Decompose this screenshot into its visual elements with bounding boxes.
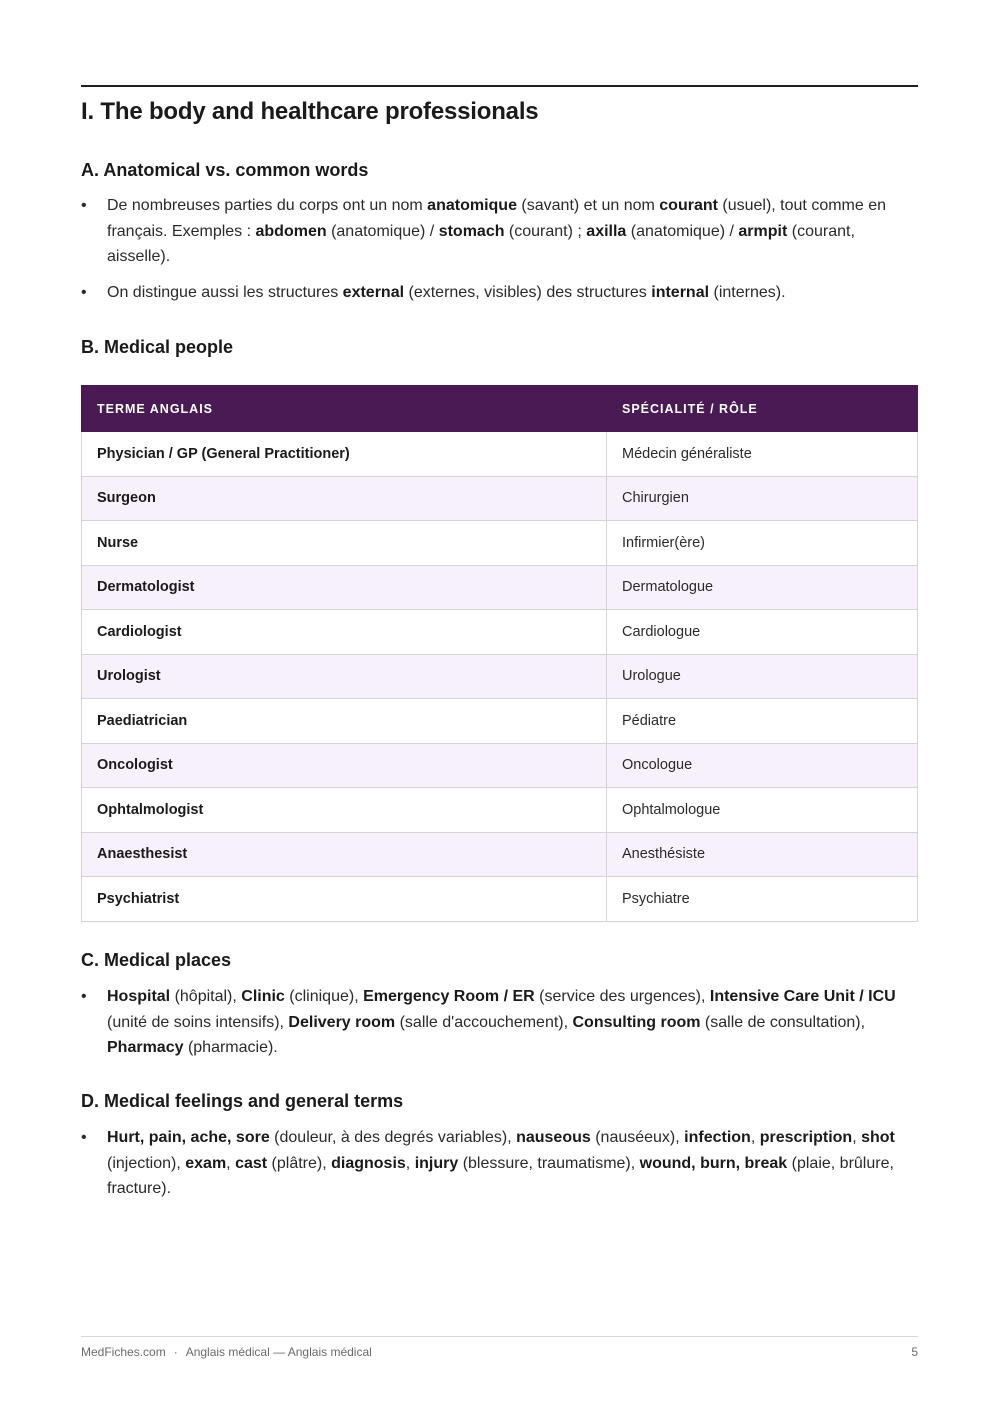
role-cell: Chirurgien (607, 476, 918, 521)
term: injury (414, 1154, 459, 1172)
term-cell: Ophtalmologist (82, 788, 607, 833)
term-cell: Cardiologist (82, 610, 607, 655)
table-row (82, 877, 918, 922)
text: (savant) et un nom (516, 197, 660, 214)
text: (nauséeux), (590, 1129, 685, 1146)
list-item (81, 280, 918, 306)
term-cell: Dermatologist (82, 565, 607, 610)
text: (usuel), tout comme en français. Exemples : (107, 197, 887, 240)
text: (injection), (107, 1154, 186, 1172)
text: (plâtre), (267, 1154, 332, 1172)
column-header-term: TERME ANGLAIS (82, 386, 607, 432)
text: (anatomique) / (326, 222, 439, 240)
table-row (82, 565, 918, 610)
bullet-icon: • (81, 1129, 87, 1146)
term: nauseous (516, 1129, 591, 1146)
footer-divider (81, 1336, 918, 1337)
table-row (82, 699, 918, 744)
role-cell: Psychiatre (607, 877, 918, 922)
term-cell: Paediatrician (82, 699, 607, 744)
table-row (82, 654, 918, 699)
term: Emergency Room / ER (363, 988, 535, 1005)
role-cell: Dermatologue (607, 565, 918, 610)
text: (hôpital), (170, 988, 242, 1005)
role-cell: Médecin généraliste (607, 432, 918, 477)
text: (service des urgences), (534, 988, 710, 1005)
term: armpit (738, 222, 788, 240)
term: external (342, 283, 405, 301)
term-cell: Surgeon (82, 476, 607, 521)
term-cell: Oncologist (82, 743, 607, 788)
term: cast (235, 1154, 268, 1172)
text: (clinique), (284, 988, 364, 1005)
medical-people-table (81, 385, 918, 922)
table-row (82, 788, 918, 833)
subsection-d-list (81, 1125, 918, 1212)
table-row (82, 476, 918, 521)
footer-site[interactable]: MedFiches.com (81, 1345, 166, 1359)
table-row (82, 432, 918, 477)
text: (plaie, brûlure, fracture). (107, 1154, 894, 1197)
term: Hurt, pain, ache, sore (107, 1129, 270, 1146)
role-cell: Pédiatre (607, 699, 918, 744)
term-cell: Urologist (82, 654, 607, 699)
term-cell: Physician / GP (General Practitioner) (82, 432, 607, 477)
role-cell: Anesthésiste (607, 832, 918, 877)
term-cell: Nurse (82, 521, 607, 566)
table-row (82, 743, 918, 788)
list-item (81, 193, 918, 270)
table-header-row (82, 386, 918, 432)
text: (pharmacie). (183, 1039, 278, 1056)
column-header-role: SPÉCIALITÉ / RÔLE (607, 386, 918, 432)
role-cell: Oncologue (607, 743, 918, 788)
term: abdomen (255, 222, 327, 240)
role-cell: Cardiologue (607, 610, 918, 655)
text: , (405, 1154, 415, 1172)
page-footer (81, 1345, 918, 1359)
text: (courant) ; (504, 222, 587, 240)
role-cell: Urologue (607, 654, 918, 699)
term: Pharmacy (107, 1039, 184, 1056)
term: axilla (586, 222, 627, 240)
text: (salle d'accouchement), (395, 1013, 573, 1031)
term: internal (651, 283, 710, 301)
role-cell: Infirmier(ère) (607, 521, 918, 566)
subsection-d-title: D. Medical feelings and general terms (81, 1091, 404, 1111)
term: diagnosis (331, 1154, 406, 1172)
term: Consulting room (572, 1013, 701, 1031)
term: infection (684, 1129, 751, 1146)
subsection-a-title: A. Anatomical vs. common words (81, 160, 369, 180)
term: shot (861, 1129, 895, 1146)
term: anatomique (427, 197, 517, 214)
text: (douleur, à des degrés variables), (269, 1129, 517, 1146)
text: (courant, aisselle). (107, 222, 855, 265)
bullet-icon: • (81, 988, 87, 1005)
text: On distingue aussi les structures (107, 283, 343, 301)
section-title: I. The body and healthcare professionals (81, 98, 539, 125)
term-cell: Anaesthesist (82, 832, 607, 877)
text: (internes). (709, 283, 786, 301)
role-cell: Ophtalmologue (607, 788, 918, 833)
term: Delivery room (288, 1013, 396, 1031)
text: (blessure, traumatisme), (458, 1154, 640, 1172)
text: De nombreuses parties du corps ont un nom (107, 197, 428, 214)
text: (anatomique) / (626, 222, 739, 240)
top-divider (81, 85, 918, 87)
list-item (81, 1125, 918, 1202)
table-row (82, 832, 918, 877)
term: Hospital (107, 988, 171, 1005)
footer-doc-title: Anglais médical — Anglais médical (185, 1345, 372, 1359)
footer-separator: · (173, 1345, 178, 1359)
text: (unité de soins intensifs), (107, 1013, 289, 1031)
table-row (82, 610, 918, 655)
bullet-icon: • (81, 283, 87, 301)
text: , (852, 1129, 862, 1146)
subsection-a-list (81, 193, 918, 315)
term: Clinic (241, 988, 285, 1005)
list-item (81, 984, 918, 1061)
term: courant (659, 197, 718, 214)
term: Intensive Care Unit / ICU (709, 988, 896, 1005)
term: prescription (759, 1129, 853, 1146)
table-row (82, 521, 918, 566)
term: exam (185, 1154, 227, 1172)
term: wound, burn, break (639, 1154, 788, 1172)
subsection-b-title: B. Medical people (81, 337, 234, 357)
text: , (226, 1154, 236, 1172)
bullet-icon: • (81, 197, 87, 214)
text: (externes, visibles) des structures (404, 283, 652, 301)
term-cell: Psychiatrist (82, 877, 607, 922)
subsection-c-list (81, 984, 918, 1071)
term: stomach (438, 222, 505, 240)
text: , (750, 1129, 760, 1146)
subsection-c-title: C. Medical places (81, 950, 232, 970)
text: (salle de consultation), (700, 1013, 866, 1031)
page-number: 5 (911, 1345, 918, 1359)
